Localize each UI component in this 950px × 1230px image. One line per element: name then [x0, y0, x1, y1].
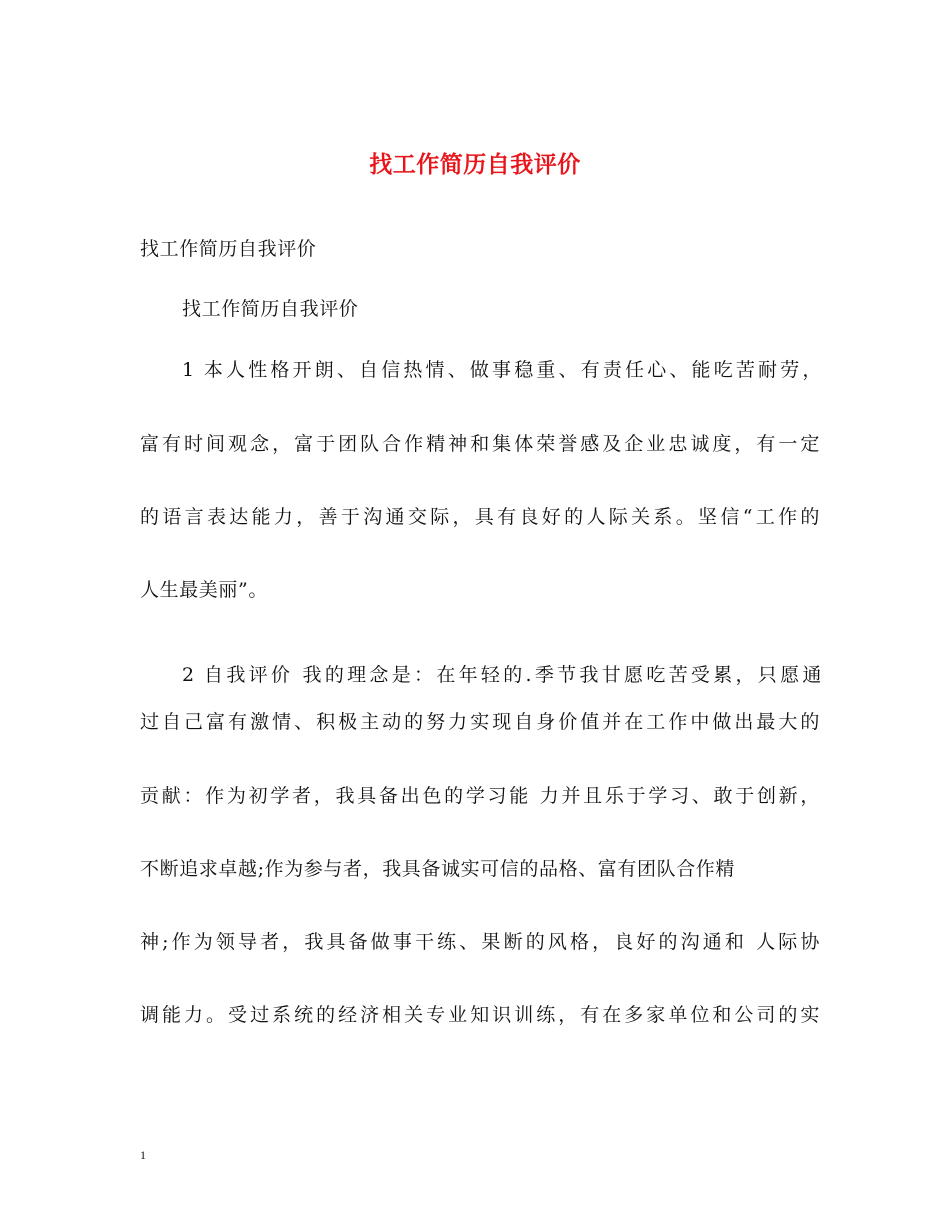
paragraph-line: 1 本人性格开朗、自信热情、做事稳重、有责任心、能吃苦耐劳，	[182, 359, 822, 381]
section-heading: 找工作简历自我评价	[140, 238, 317, 260]
page-number: 1	[140, 1148, 146, 1162]
paragraph-line: 调能力。受过系统的经济相关专业知识训练，有在多家单位和公司的实	[140, 1004, 820, 1026]
paragraph-line: 的语言表达能力，善于沟通交际，具有良好的人际关系。坚信“工作的	[140, 506, 820, 528]
paragraph-line: 过自己富有激情、积极主动的努力实现自身价值并在工作中做出最大的	[140, 711, 820, 733]
paragraph-line: 神;作为领导者，我具备做事干练、果断的风格，良好的沟通和 人际协	[140, 931, 820, 953]
paragraph-line: 人生最美丽”。	[140, 579, 268, 601]
document-title: 找工作简历自我评价	[369, 151, 581, 178]
paragraph-line: 2 自我评价 我的理念是：在年轻的.季节我甘愿吃苦受累，只愿通	[182, 664, 822, 686]
paragraph-line: 不断追求卓越;作为参与者，我具备诚实可信的品格、富有团队合作精	[140, 858, 736, 880]
subsection-heading: 找工作简历自我评价	[182, 298, 359, 320]
paragraph-line: 贡献：作为初学者，我具备出色的学习能 力并且乐于学习、敢于创新，	[140, 785, 820, 807]
paragraph-line: 富有时间观念，富于团队合作精神和集体荣誉感及企业忠诚度，有一定	[140, 433, 820, 455]
